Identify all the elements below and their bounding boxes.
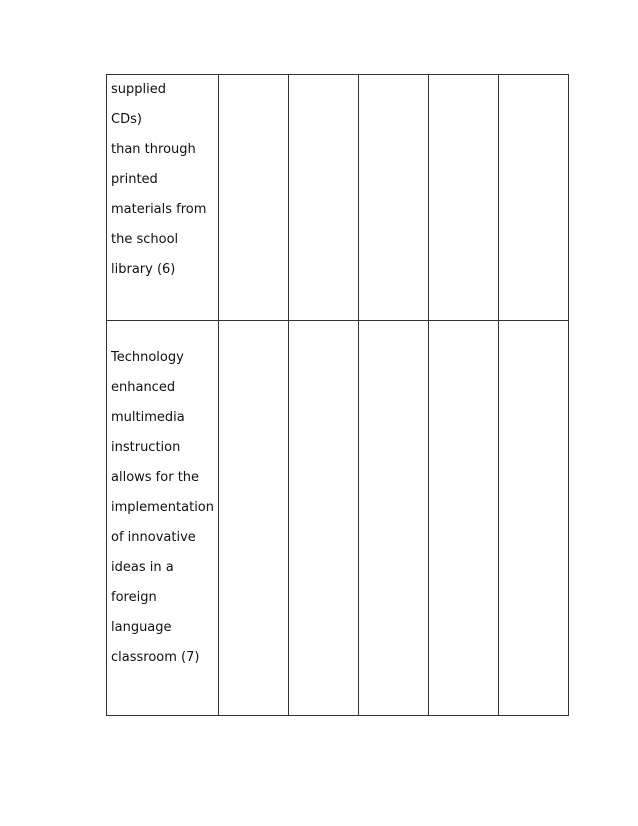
statement-line: supplied (111, 82, 166, 97)
statement-line: foreign (111, 590, 157, 605)
statement-text (111, 75, 214, 285)
statement-line: implementation (111, 500, 215, 515)
statement-line: materials from (111, 202, 207, 217)
statement-line: of innovative (111, 530, 196, 545)
statement-cell (107, 75, 219, 321)
statement-text (111, 321, 214, 673)
response-cell (499, 75, 569, 321)
statement-line: the school (111, 232, 179, 247)
response-cell (359, 75, 429, 321)
statement-line: enhanced (111, 380, 176, 395)
response-cell (499, 321, 569, 716)
response-cell (219, 75, 289, 321)
statement-line: classroom (7) (111, 650, 200, 665)
statement-line: library (6) (111, 262, 176, 277)
response-cell (429, 75, 499, 321)
statement-line: multimedia (111, 410, 185, 425)
statement-line: ideas in a (111, 560, 174, 575)
statement-line: instruction (111, 440, 181, 455)
statement-line: than through (111, 142, 196, 157)
table-row (107, 75, 569, 321)
response-cell (219, 321, 289, 716)
response-cell (289, 321, 359, 716)
table-row (107, 321, 569, 716)
statement-line: language (111, 620, 172, 635)
statement-line: allows for the (111, 470, 200, 485)
response-cell (359, 321, 429, 716)
statement-cell (107, 321, 219, 716)
statement-line: printed (111, 172, 158, 187)
statement-line: Technology (111, 350, 184, 365)
response-cell (429, 321, 499, 716)
statement-line: CDs) (111, 112, 142, 127)
response-cell (289, 75, 359, 321)
survey-table (106, 74, 569, 716)
